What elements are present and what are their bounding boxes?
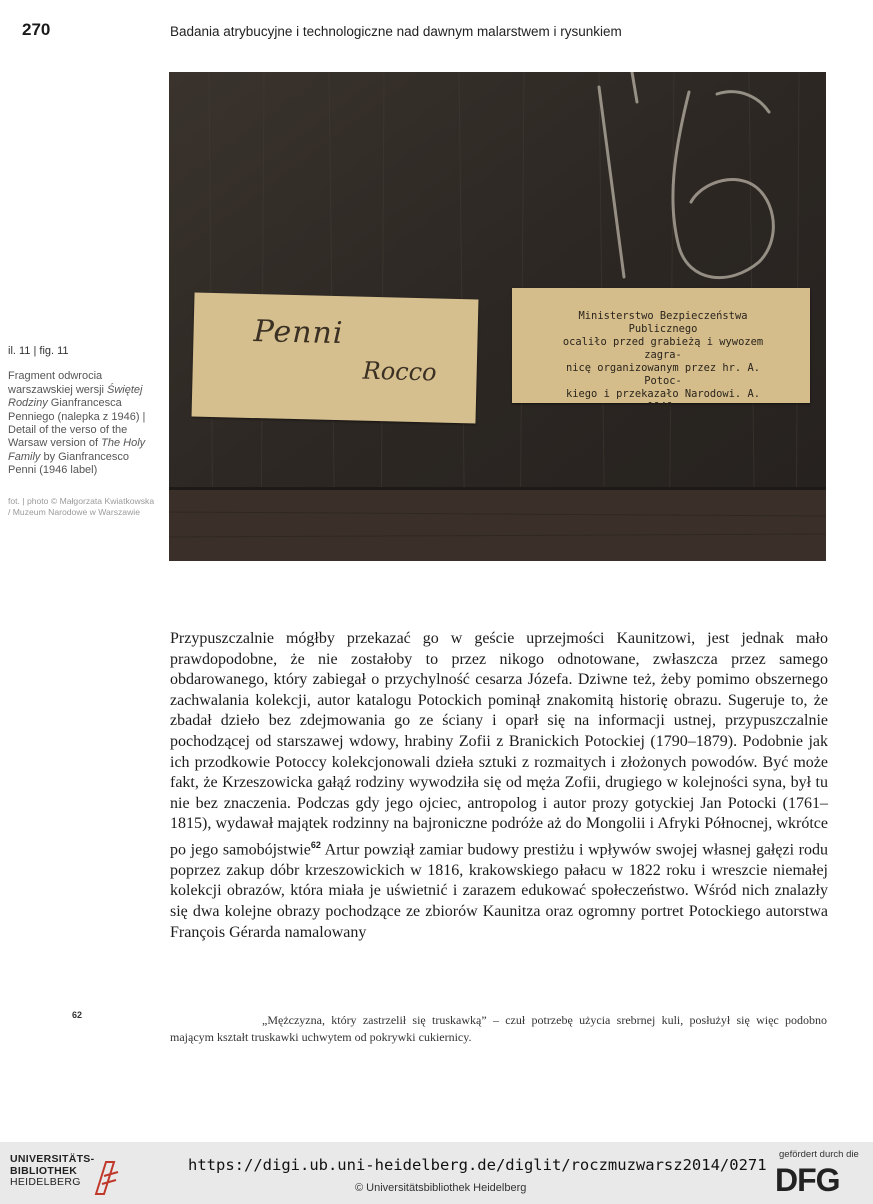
typed-line: ocaliło przed grabieżą i wywozem zagra- [562,336,764,361]
footnote-number: 62 [72,1010,83,1020]
body-part-1: Przypuszczalnie mógłby przekazać go w geście uprzejmości Kaunitzowi, jest jednak mało prawdopodobne, że nie zostałoby to przez nikogo odnotowane, zwłaszcza przez samego obdarowanego, który zabiegał o przychylność cesarza Józefa. Dziwne też, żeby pomimo obszernego zachwalania kolekcji, autor katalogu Potockich pominął znakomitą historię obrazu. Sugeruje to, że zbadał dzieło bez zdejmowania go ze ściany i oparł się na informacji ustnej, przypuszczalnie pochodzącej od starszawej wdowy, hrabiny Zofii z Branickich Potockiej (1790–1879). Podobnie jak ich przodkowie Potoccy kolekcjonowali dzieła sztuki z rozmaitych i złożonych powodów. Być może fakt, że Krzeszowicka gałąź rodziny wywodziła się od męża Zofii, drugiego w kolejności syna, był tu nie bez znaczenia. Podczas gdy jego ojciec, antropolog i autor prozy gotyckiej Jan Potocki (1761–1815), wydawał majątek rodzinny na bajroniczne podróże aż do Mongolii i Afryki Północnej, wkrótce po jego samobójstwie [170,630,828,859]
footer-bar [0,1142,873,1204]
caption-text [8,370,158,477]
dfg-caption: gefördert durch die [779,1149,859,1160]
caption-en-title: The Holy Family [8,437,146,463]
figure-photo [169,72,826,561]
uni-line-3: HEIDELBERG [10,1176,81,1188]
running-head: Badania atrybucyjne i technologiczne nad dawnym malarstwem i rysunkiem [170,24,622,39]
handwritten-line-2: Rocco [362,356,437,387]
figure-caption [8,345,158,518]
label-typed [512,288,810,413]
typed-label-text [548,310,778,414]
body-part-2: Artur powziął zamiar budowy prestiżu i wpływów swojej własnej gałęzi rodu poprzez zakup dóbr krzeszowickich w 1816, krakowskiego pałacu w 1822 roku i wreszcie niemałej kolekcji obrazów, która miała je uświetnić i zarazem edukować społeczeństwo. Wśród nich znalazły się dwa kolejne obrazy pochodzące ze zbiorów Kaunitza oraz ogromny portret Potockiego autorstwa François Gérarda namalowany [170,841,828,941]
caption-pl-start: Fragment odwrocia warszawskiej wersji [8,370,108,396]
footnote-ref[interactable]: 62 [310,839,321,850]
handwritten-line-1: Penni [253,314,344,352]
uni-line-1: UNIVERSITÄTS- [10,1153,95,1165]
caption-pl-title: Świętej Rodziny [8,383,143,410]
uni-line-2: BIBLIOTHEK [10,1164,78,1177]
document-url-link[interactable]: https://digi.ub.uni-heidelberg.de/diglit/roczmuzwarsz2014/0271 [188,1156,767,1174]
label-handwritten [192,293,479,424]
typed-line: Ministerstwo Bezpieczeństwa Publicznego [578,310,748,335]
dfg-logo[interactable]: DFG [775,1162,840,1198]
photo-credit: fot. | photo © Małgorzata Kwiatkowska / Muzeum Narodowe w Warszawie [8,495,155,517]
typed-line: nicę organizowanym przez hr. A. Potoc- [566,362,760,387]
university-logo[interactable] [10,1154,160,1198]
body-text [170,629,828,943]
university-mark-icon [92,1158,122,1198]
figure-reference: il. 11 | fig. 11 [8,345,69,357]
caption-pl-end: Gianfrancesca Penniego (nalepka z 1946) | Detail of the verso of the Warsaw version of [8,397,146,450]
university-logo-text [10,1154,94,1189]
page-number: 270 [22,20,51,39]
copyright-text: © Universitätsbibliothek Heidelberg [355,1182,527,1194]
body-paragraph [170,629,828,943]
caption-en-end: by Gianfrancesco Penni (1946 label) [8,450,130,477]
footnote: „Mężczyzna, który zastrzelił się truskawką” – czuł potrzebę użycia srebrnej kuli, posłużył się więc podobno mającym kształt truskawki uchwytem od pokrywki cukiernicy. [170,1013,827,1044]
typed-line: kiego i przekazało Narodowi. A. 1946. [566,388,760,413]
